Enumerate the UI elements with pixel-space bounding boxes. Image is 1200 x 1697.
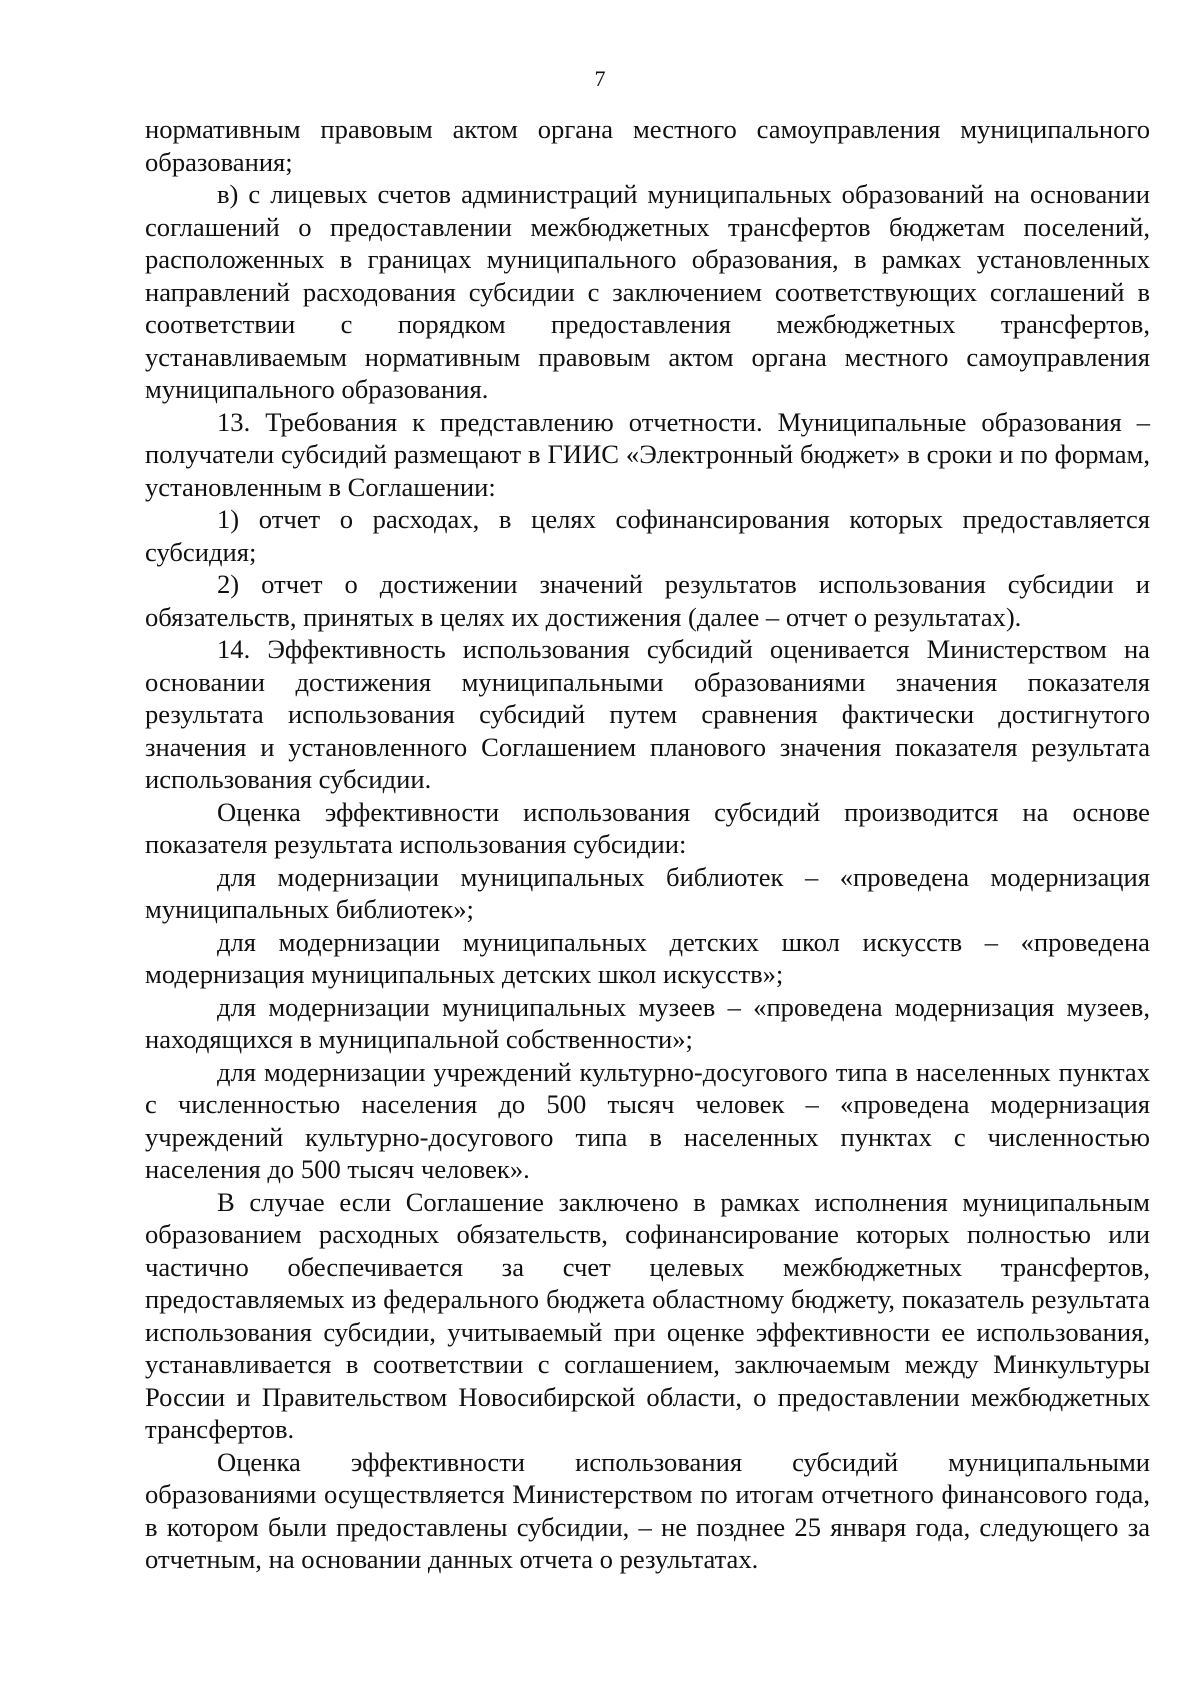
paragraph-10: для модернизации муниципальных музеев – «проведена модернизация музеев, находящихся в муниципальной собственности»; [145, 991, 1150, 1054]
paragraph-11: для модернизации учреждений культурно-досугового типа в населенных пунктах с численностью населения до 500 тысяч человек – «проведена модернизация учреждений культурно-досугового типа в населенных пунктах с численностью населения до 500 тысяч человек». [145, 1056, 1150, 1184]
paragraph-5: 2) отчет о достижении значений результатов использования субсидии и обязательств, принятых в целях их достижения (далее – отчет о результатах). [145, 569, 1150, 632]
paragraph-12: В случае если Соглашение заключено в рамках исполнения муниципальным образованием расходных обязательств, софинансирование которых полностью или частично обеспечивается за счет целевых межбюджетных трансфертов, предоставляемых из федерального бюджета областному бюджету, показатель результата использования субсидии, учитываемый при оценке эффективности ее использования, устанавливается в соответствии с соглашением, заключаемым между Минкультуры России и Правительством Новосибирской области, о предоставлении межбюджетных трансфертов. [145, 1186, 1150, 1444]
paragraph-13: Оценка эффективности использования субсидий муниципальными образованиями осуществляется Министерством по итогам отчетного финансового года, в котором были предоставлены субсидии, – не позднее 25 января года, следующего за отчетным, на основании данных отчета о результатах. [145, 1446, 1150, 1574]
page-number: 7 [594, 66, 606, 91]
document-body [145, 113, 1150, 1576]
paragraph-8: для модернизации муниципальных библиотек – «проведена модернизация муниципальных библиотек»; [145, 861, 1150, 924]
paragraph-9: для модернизации муниципальных детских школ искусств – «проведена модернизация муниципальных детских школ искусств»; [145, 926, 1150, 989]
paragraph-3: 13. Требования к представлению отчетности. Муниципальные образования – получатели субсидий размещают в ГИИС «Электронный бюджет» в сроки и по формам, установленным в Соглашении: [145, 406, 1150, 502]
paragraph-2: в) с лицевых счетов администраций муниципальных образований на основании соглашений о предоставлении межбюджетных трансфертов бюджетам поселений, расположенных в границах муниципального образования, в рамках установленных направлений расходования субсидии с заключением соответствующих соглашений в соответствии с порядком предоставления межбюджетных трансфертов, устанавливаемым нормативным правовым актом органа местного самоуправления муниципального образования. [145, 179, 1150, 404]
paragraph-6: 14. Эффективность использования субсидий оценивается Министерством на основании достижения муниципальными образованиями значения показателя результата использования субсидий путем сравнения фактически достигнутого значения и установленного Соглашением планового значения показателя результата использования субсидии. [145, 634, 1150, 794]
paragraph-1: нормативным правовым актом органа местного самоуправления муниципального образования; [145, 114, 1150, 177]
paragraph-7: Оценка эффективности использования субсидий производится на основе показателя результата использования субсидии: [145, 796, 1150, 859]
paragraph-4: 1) отчет о расходах, в целях софинансирования которых предоставляется субсидия; [145, 504, 1150, 567]
